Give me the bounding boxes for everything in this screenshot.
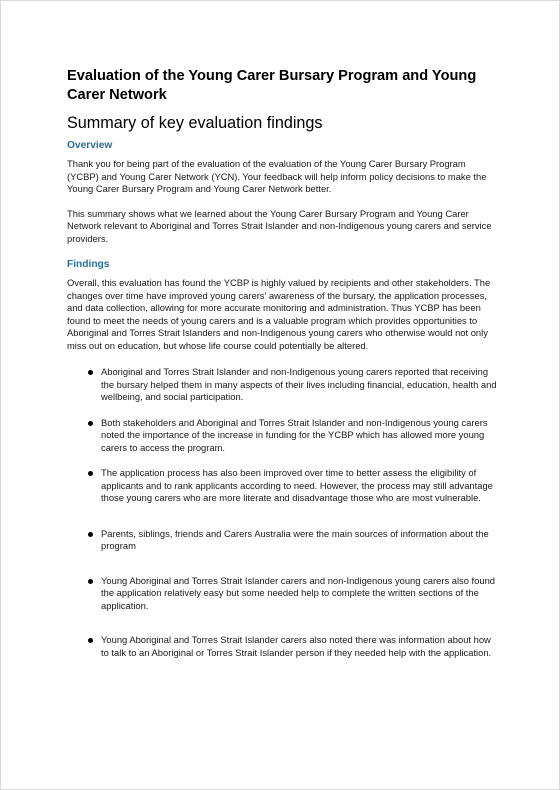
bullet-dot-icon <box>88 370 93 375</box>
findings-bullet-item <box>67 467 499 505</box>
document-subtitle: Summary of key evaluation findings <box>67 114 323 132</box>
findings-bullet-item <box>67 634 499 659</box>
findings-intro-paragraph: Overall, this evaluation has found the YCBP is highly valued by recipients and other stakeholders. The changes over time have improved young carers’ awareness of the bursary, the application processes, and data collection, allowing for more accurate monitoring and administration. Thus YCBP has been found to meet the needs of young carers and is a valuable program which provides opportunities to Aboriginal and Torres Strait Islanders and non-Indigenous young carers who otherwise would not only miss out on education, but whose life course could potentially be altered. <box>67 277 491 351</box>
bullet-text: Parents, siblings, friends and Carers Australia were the main sources of information about the program <box>101 527 489 551</box>
document-content <box>67 67 499 659</box>
findings-bullet-item <box>67 366 499 404</box>
bullet-dot-icon <box>88 532 93 537</box>
findings-bullet-list <box>67 366 499 659</box>
bullet-dot-icon <box>88 471 93 476</box>
bullet-dot-icon <box>88 579 93 584</box>
findings-section <box>67 258 499 659</box>
overview-paragraph: Thank you for being part of the evaluation of the evaluation of the Young Carer Bursary Program (YCBP) and Young Carer Network (YCN). Your feedback will help inform policy decisions to make the Young Carer Bursary Program and Young Carer Network better. <box>67 158 487 194</box>
bullet-dot-icon <box>88 638 93 643</box>
bullet-text: Aboriginal and Torres Strait Islander and non-Indigenous young carers reported that receiving the bursary helped them in many aspects of their lives including financial, education, health and wellbeing, and social participation. <box>101 366 497 402</box>
document-title: Evaluation of the Young Carer Bursary Program and Young Carer Network <box>67 68 477 103</box>
bullet-text: The application process has also been improved over time to better assess the eligibility of applicants and to rank applicants according to need. However, the process may still advantage those young carers who are more literate and disadvantage those who are most vulnerable. <box>101 467 493 503</box>
bullet-dot-icon <box>88 421 93 426</box>
findings-heading: Findings <box>67 259 110 270</box>
findings-bullet-item <box>67 417 499 455</box>
findings-bullet-item <box>67 528 499 553</box>
bullet-text: Young Aboriginal and Torres Strait Islander carers also noted there was information about how to talk to an Aboriginal or Torres Strait Islander person if they needed help with the application. <box>101 634 492 658</box>
bullet-text: Young Aboriginal and Torres Strait Islander carers and non-Indigenous young carers also found the application relatively easy but some needed help to complete the written sections of the application. <box>101 574 496 611</box>
findings-bullet-item <box>67 575 499 613</box>
overview-heading: Overview <box>67 140 113 151</box>
bullet-text: Both stakeholders and Aboriginal and Torres Strait Islander and non-Indigenous young carers noted the importance of the increase in funding for the YCBP which has allowed more young carers to access the program. <box>101 416 488 453</box>
overview-section <box>67 139 499 245</box>
overview-paragraph: This summary shows what we learned about the Young Carer Bursary Program and Young Carer Network relevant to Aboriginal and Torres Strait Islander and non-Indigenous young carers and service providers. <box>67 207 492 244</box>
